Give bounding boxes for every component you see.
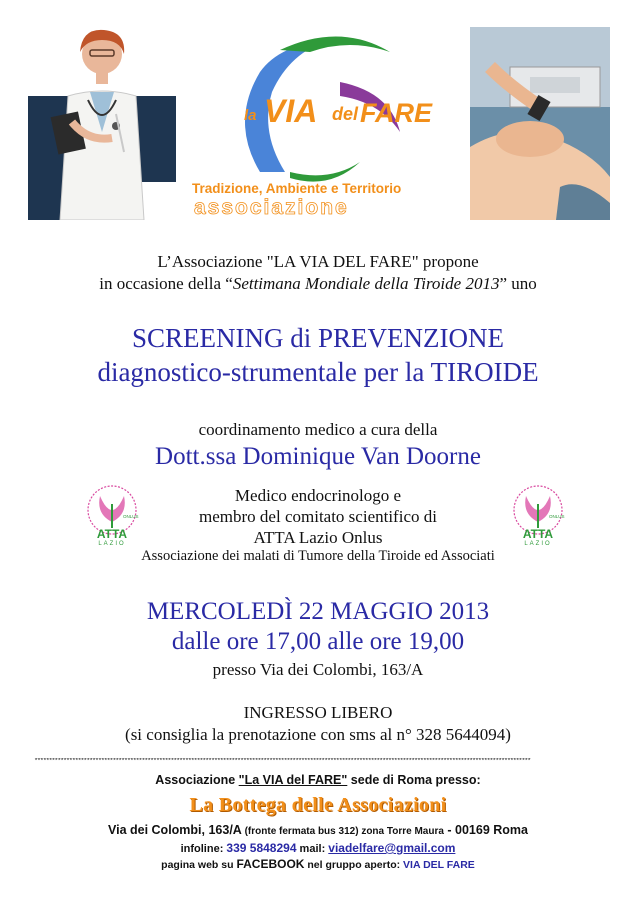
event-place: presso Via dei Colombi, 163/A: [212, 660, 424, 679]
intro-line-2-prefix: in occasione della “: [99, 274, 233, 293]
logo-brand-via: VIA: [264, 93, 318, 129]
coordination-label: coordinamento medico a cura della: [198, 420, 438, 439]
mail-label: mail:: [296, 843, 329, 855]
atta-text-right: ATTA: [522, 527, 554, 541]
atta-onlus-right: ONLUS: [549, 514, 565, 519]
address-zone: zona Torre Maura: [361, 826, 444, 837]
atta-sub-left: LAZIO: [98, 541, 126, 546]
logo-brand-del: del: [332, 104, 359, 124]
headline-line-1: SCREENING di PREVENZIONE: [132, 323, 504, 353]
infoline-number[interactable]: 339 5848294: [226, 841, 297, 855]
role-line-1: Medico endocrinologo e: [234, 486, 402, 505]
footer-assoc-name: "La VIA del FARE": [238, 773, 348, 787]
event-date: MERCOLEDÌ 22 MAGGIO 2013: [146, 598, 490, 625]
mail-link[interactable]: viadelfare@gmail.com: [328, 841, 456, 855]
address-main: Via dei Colombi, 163/A: [107, 823, 242, 837]
logo-assoc-word: associazione: [194, 196, 349, 218]
ultrasound-photo: [470, 27, 610, 220]
intro-event-name: Settimana Mondiale della Tiroide 2013: [232, 274, 500, 293]
address-paren: (fronte fermata bus 312): [241, 826, 362, 837]
infoline-label: infoline:: [180, 843, 227, 855]
fb-group-name[interactable]: VIA DEL FARE: [403, 859, 475, 871]
intro-line-2-suffix: ” uno: [499, 274, 537, 293]
intro-line-2: [0, 273, 636, 295]
logo-tagline: Tradizione, Ambiente e Territorio: [192, 181, 402, 196]
association-logo: [190, 22, 440, 218]
logo-brand-fare: FARE: [360, 98, 433, 128]
footer-assoc-suffix: sede di Roma presso:: [347, 773, 481, 787]
intro-line-1: L’Associazione "LA VIA DEL FARE" propone: [157, 252, 479, 271]
atta-sub-right: LAZIO: [524, 541, 552, 546]
fb-group-text: nel gruppo aperto:: [304, 859, 404, 871]
footer-address: [0, 823, 636, 837]
footer-assoc-prefix: Associazione: [155, 773, 239, 787]
headline-line-2: diagnostico-strumentale per la TIROIDE: [97, 357, 539, 387]
fb-word: FACEBOOK: [236, 857, 305, 871]
atta-text-left: ATTA: [96, 527, 128, 541]
star-divider: ***************************************************************************************************************************************************************************: [34, 758, 531, 766]
doctor-name: Dott.ssa Dominique Van Doorne: [155, 443, 481, 470]
footer-facebook: [0, 857, 636, 871]
atta-full-name: Associazione dei malati di Tumore della Tiroide ed Associati: [141, 548, 495, 564]
logo-brand-small: la: [244, 107, 257, 124]
footer-contacts: [0, 841, 636, 855]
role-line-3: ATTA Lazio Onlus: [253, 528, 383, 547]
footer-assoc-line: [0, 773, 636, 787]
entry-booking: (si consiglia la prenotazione con sms al n° 328 5644094): [125, 725, 511, 744]
address-cap: - 00169 Roma: [443, 823, 528, 837]
bottega-title: La Bottega delle Associazioni: [189, 794, 447, 816]
entry-free: INGRESSO LIBERO: [243, 703, 393, 722]
fb-text: pagina web su: [161, 859, 237, 871]
role-line-2: membro del comitato scientifico di: [199, 507, 437, 526]
event-time: dalle ore 17,00 alle ore 19,00: [171, 628, 465, 655]
atta-onlus-left: ONLUS: [123, 514, 139, 519]
doctor-illustration: [28, 22, 176, 220]
